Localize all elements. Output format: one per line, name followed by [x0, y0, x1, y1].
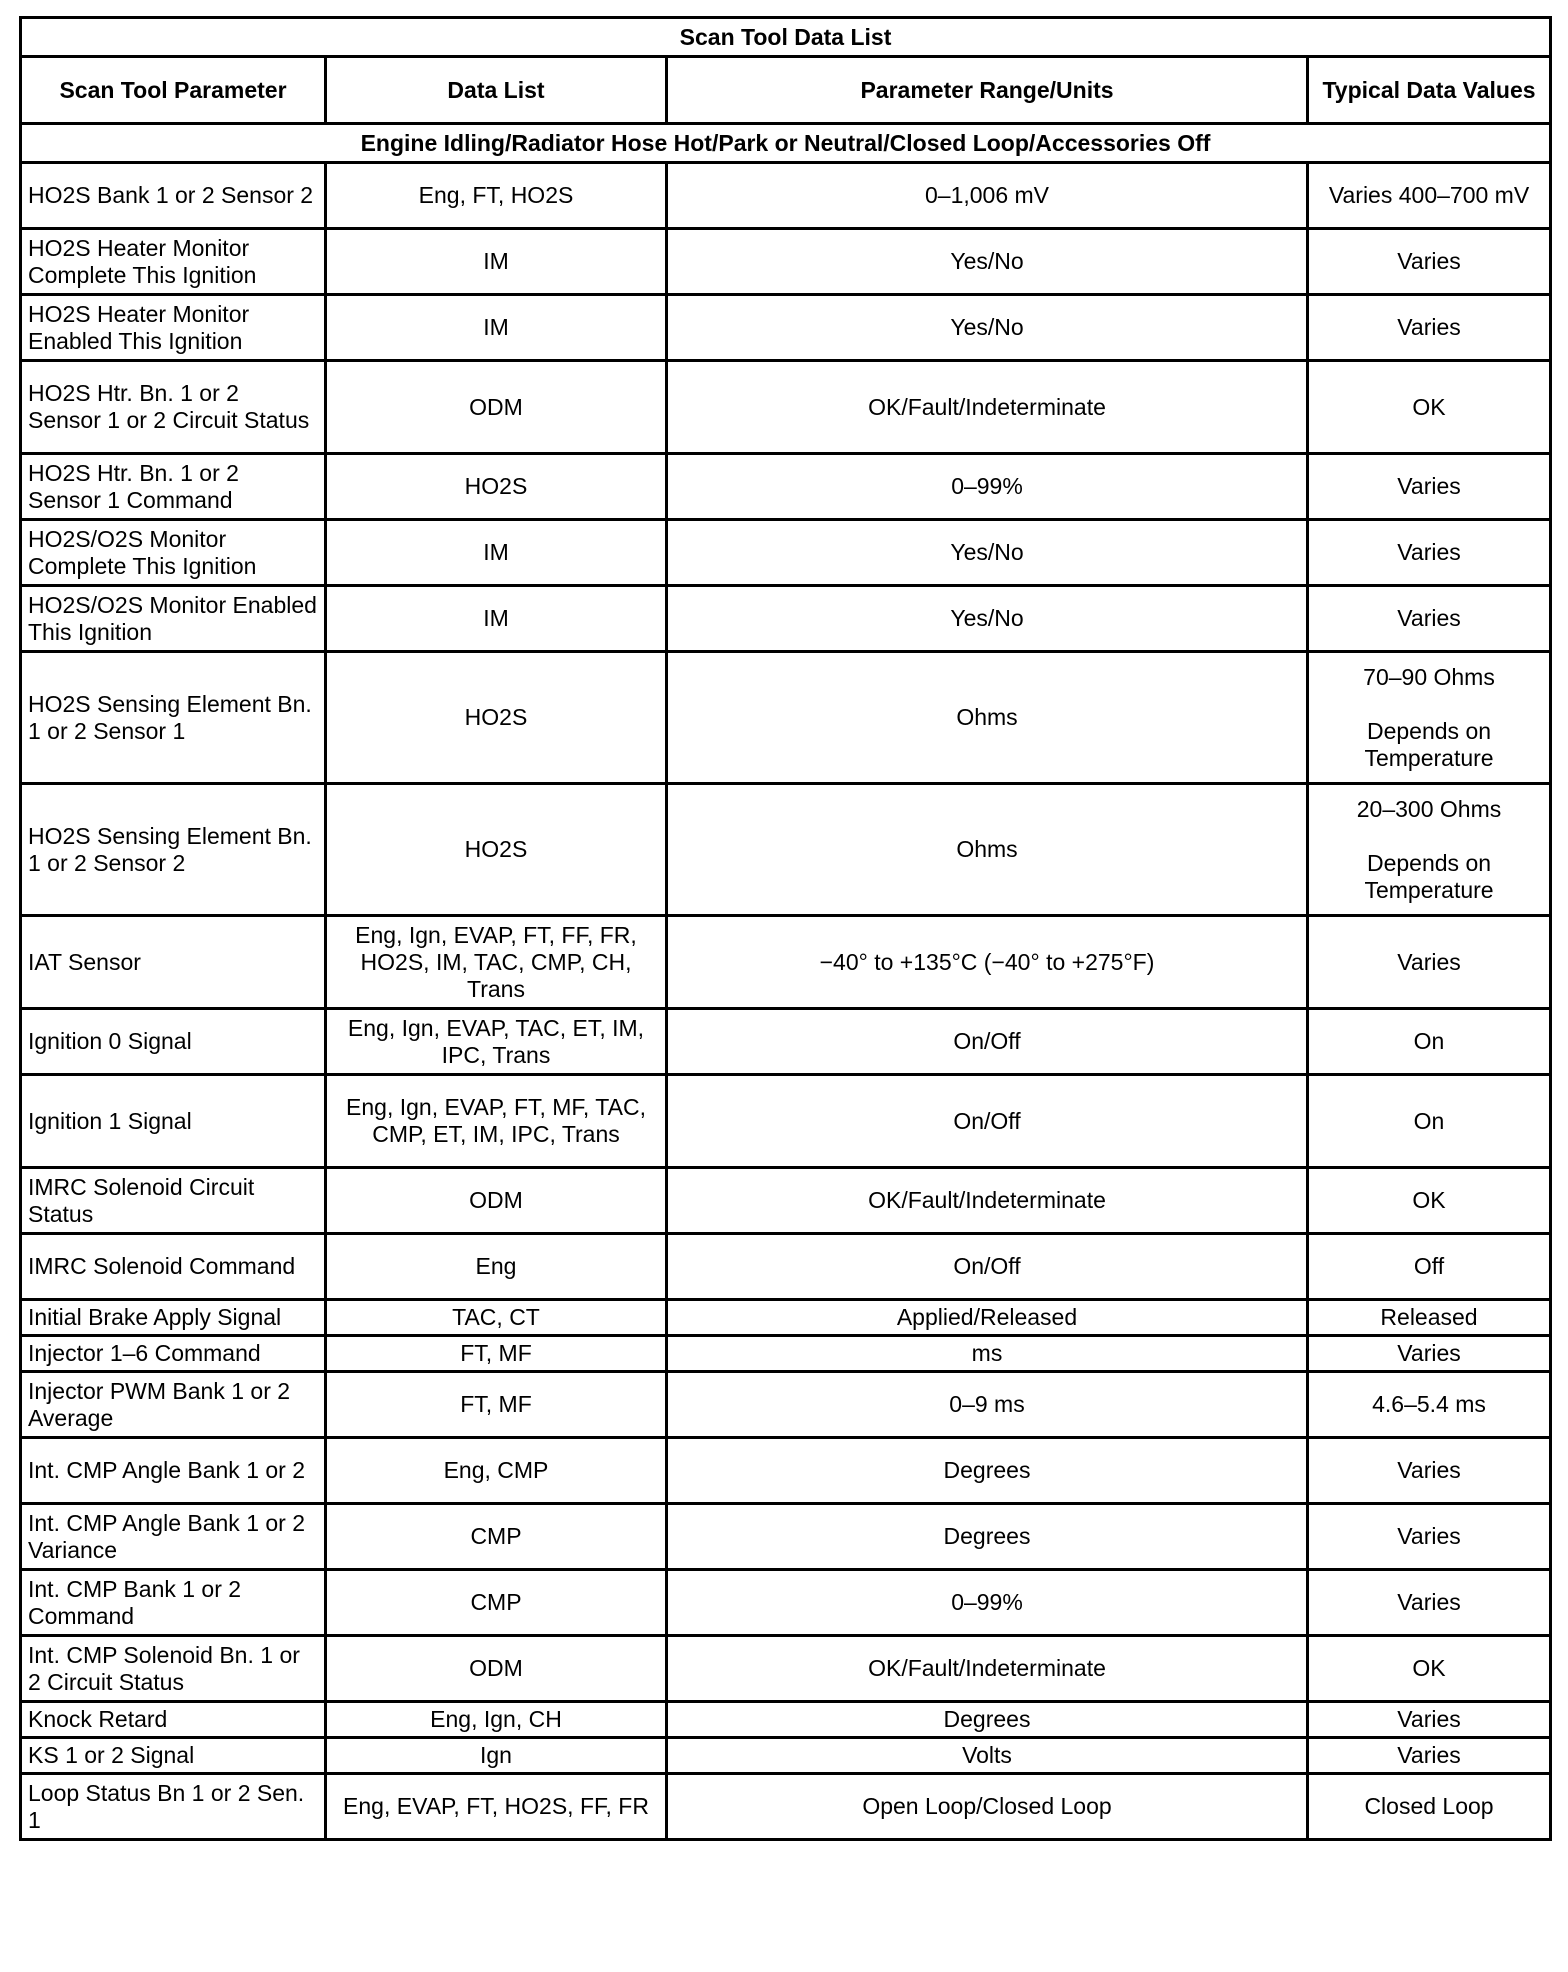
table-row — [21, 1636, 1551, 1702]
table-row — [21, 295, 1551, 361]
typical-value-text: 20–300 Ohms — [1356, 795, 1502, 822]
typical-value-text: OK — [1412, 1187, 1446, 1213]
table-row — [21, 229, 1551, 295]
range-units-cell: ms — [667, 1336, 1308, 1372]
data-list-cell: ODM — [326, 1636, 667, 1702]
range-units-cell: On/Off — [667, 1009, 1308, 1075]
typical-value-text: Varies — [1397, 1457, 1461, 1483]
table-body — [21, 163, 1551, 1840]
range-units-cell: Degrees — [667, 1504, 1308, 1570]
parameter-cell: HO2S Heater Monitor Complete This Ignition — [21, 229, 326, 295]
typical-value-text: Varies — [1397, 1706, 1461, 1732]
condition-row — [21, 124, 1551, 163]
table-row — [21, 1234, 1551, 1300]
table-row — [21, 1300, 1551, 1336]
typical-value-text: On — [1413, 1107, 1445, 1134]
parameter-cell: IAT Sensor — [21, 916, 326, 1009]
column-header-typical-values: Typical Data Values — [1308, 57, 1551, 124]
range-units-cell: 0–99% — [667, 454, 1308, 520]
range-units-cell: 0–1,006 mV — [667, 163, 1308, 229]
typical-value-text: OK — [1412, 393, 1446, 420]
typical-value-cell — [1308, 229, 1551, 295]
typical-value-cell — [1308, 163, 1551, 229]
parameter-cell: Int. CMP Angle Bank 1 or 2 Variance — [21, 1504, 326, 1570]
typical-value-text: Depends on Temperature — [1364, 849, 1494, 903]
range-units-cell: Ohms — [667, 652, 1308, 784]
typical-value-cell — [1308, 586, 1551, 652]
parameter-cell: Loop Status Bn 1 or 2 Sen. 1 — [21, 1774, 326, 1840]
typical-value-text: Varies — [1397, 948, 1461, 975]
range-units-cell: On/Off — [667, 1234, 1308, 1300]
range-units-cell: Volts — [667, 1738, 1308, 1774]
range-units-cell: Yes/No — [667, 295, 1308, 361]
parameter-cell: KS 1 or 2 Signal — [21, 1738, 326, 1774]
typical-value-cell — [1308, 1372, 1551, 1438]
range-units-cell: Applied/Released — [667, 1300, 1308, 1336]
typical-value-text: Off — [1413, 1253, 1445, 1279]
line-gap — [1315, 823, 1543, 850]
data-list-cell: IM — [326, 520, 667, 586]
parameter-cell: HO2S Sensing Element Bn. 1 or 2 Sensor 2 — [21, 784, 326, 916]
typical-value-cell — [1308, 1234, 1551, 1300]
typical-value-text: OK — [1412, 1655, 1446, 1681]
parameter-cell: Int. CMP Angle Bank 1 or 2 — [21, 1438, 326, 1504]
table-row — [21, 1075, 1551, 1168]
table-row — [21, 1702, 1551, 1738]
range-units-cell: −40° to +135°C (−40° to +275°F) — [667, 916, 1308, 1009]
parameter-cell: Initial Brake Apply Signal — [21, 1300, 326, 1336]
data-list-cell: Eng, CMP — [326, 1438, 667, 1504]
column-header-parameter: Scan Tool Parameter — [21, 57, 326, 124]
range-units-cell: Degrees — [667, 1438, 1308, 1504]
typical-value-text: Varies — [1397, 248, 1461, 274]
data-list-cell: FT, MF — [326, 1372, 667, 1438]
typical-value-text: Varies — [1397, 1742, 1461, 1768]
typical-value-cell — [1308, 1636, 1551, 1702]
data-list-cell: Eng — [326, 1234, 667, 1300]
data-list-cell: ODM — [326, 1168, 667, 1234]
typical-value-cell — [1308, 1336, 1551, 1372]
typical-value-cell — [1308, 916, 1551, 1009]
typical-value-cell — [1308, 1570, 1551, 1636]
table-row — [21, 454, 1551, 520]
typical-value-cell — [1308, 1774, 1551, 1840]
header-row — [21, 57, 1551, 124]
parameter-cell: HO2S Htr. Bn. 1 or 2 Sensor 1 or 2 Circuit Status — [21, 361, 326, 454]
data-list-cell: Eng, Ign, EVAP, FT, MF, TAC, CMP, ET, IM, IPC, Trans — [326, 1075, 667, 1168]
data-list-cell: IM — [326, 229, 667, 295]
typical-value-cell — [1308, 1168, 1551, 1234]
parameter-cell: Int. CMP Solenoid Bn. 1 or 2 Circuit Status — [21, 1636, 326, 1702]
typical-value-text: Varies — [1397, 1589, 1461, 1615]
parameter-cell: HO2S Bank 1 or 2 Sensor 2 — [21, 163, 326, 229]
data-list-cell: HO2S — [326, 784, 667, 916]
table-row — [21, 1504, 1551, 1570]
range-units-cell: OK/Fault/Indeterminate — [667, 361, 1308, 454]
parameter-cell: IMRC Solenoid Command — [21, 1234, 326, 1300]
range-units-cell: Yes/No — [667, 586, 1308, 652]
table-row — [21, 1438, 1551, 1504]
column-header-range-units: Parameter Range/Units — [667, 57, 1308, 124]
data-list-cell: IM — [326, 586, 667, 652]
parameter-cell: HO2S Heater Monitor Enabled This Ignition — [21, 295, 326, 361]
typical-value-cell — [1308, 652, 1551, 784]
table-row — [21, 1570, 1551, 1636]
table-row — [21, 586, 1551, 652]
data-list-cell: Eng, Ign, CH — [326, 1702, 667, 1738]
parameter-cell: Ignition 1 Signal — [21, 1075, 326, 1168]
data-list-cell: Eng, Ign, EVAP, TAC, ET, IM, IPC, Trans — [326, 1009, 667, 1075]
range-units-cell: Yes/No — [667, 229, 1308, 295]
data-list-cell: FT, MF — [326, 1336, 667, 1372]
range-units-cell: OK/Fault/Indeterminate — [667, 1636, 1308, 1702]
table-row — [21, 1774, 1551, 1840]
typical-value-text: Varies — [1397, 1340, 1461, 1366]
data-list-cell: HO2S — [326, 652, 667, 784]
table-row — [21, 1168, 1551, 1234]
range-units-cell: 0–99% — [667, 1570, 1308, 1636]
parameter-cell: HO2S/O2S Monitor Complete This Ignition — [21, 520, 326, 586]
table-row — [21, 1009, 1551, 1075]
table-row — [21, 916, 1551, 1009]
typical-value-cell — [1308, 1504, 1551, 1570]
typical-value-text: Depends on Temperature — [1364, 717, 1494, 771]
typical-value-cell — [1308, 520, 1551, 586]
typical-value-text: Closed Loop — [1364, 1793, 1494, 1819]
data-list-cell: CMP — [326, 1504, 667, 1570]
parameter-cell: Injector PWM Bank 1 or 2 Average — [21, 1372, 326, 1438]
parameter-cell: Knock Retard — [21, 1702, 326, 1738]
parameter-cell: Injector 1–6 Command — [21, 1336, 326, 1372]
typical-value-text: 4.6–5.4 ms — [1372, 1391, 1486, 1417]
typical-value-text: Varies — [1397, 473, 1461, 499]
typical-value-cell — [1308, 295, 1551, 361]
data-list-cell: IM — [326, 295, 667, 361]
data-list-cell: CMP — [326, 1570, 667, 1636]
table-row — [21, 784, 1551, 916]
range-units-cell: Open Loop/Closed Loop — [667, 1774, 1308, 1840]
table-row — [21, 163, 1551, 229]
data-list-cell: Eng, EVAP, FT, HO2S, FF, FR — [326, 1774, 667, 1840]
typical-value-text: Varies — [1397, 1523, 1461, 1549]
table-row — [21, 1372, 1551, 1438]
table-row — [21, 652, 1551, 784]
range-units-cell: Degrees — [667, 1702, 1308, 1738]
table-row — [21, 361, 1551, 454]
parameter-cell: HO2S Htr. Bn. 1 or 2 Sensor 1 Command — [21, 454, 326, 520]
typical-value-text: Varies 400–700 mV — [1328, 182, 1530, 208]
typical-value-cell — [1308, 1702, 1551, 1738]
typical-value-cell — [1308, 1300, 1551, 1336]
table-row — [21, 1738, 1551, 1774]
data-list-cell: Eng, FT, HO2S — [326, 163, 667, 229]
operating-condition: Engine Idling/Radiator Hose Hot/Park or Neutral/Closed Loop/Accessories Off — [21, 124, 1551, 163]
range-units-cell: OK/Fault/Indeterminate — [667, 1168, 1308, 1234]
table-title: Scan Tool Data List — [21, 18, 1551, 57]
parameter-cell: HO2S/O2S Monitor Enabled This Ignition — [21, 586, 326, 652]
typical-value-text: Varies — [1397, 605, 1461, 631]
parameter-cell: Ignition 0 Signal — [21, 1009, 326, 1075]
typical-value-cell — [1308, 454, 1551, 520]
line-gap — [1315, 691, 1543, 718]
typical-value-text: Released — [1380, 1304, 1478, 1330]
typical-value-text: Varies — [1397, 314, 1461, 340]
table-row — [21, 520, 1551, 586]
data-list-cell: Ign — [326, 1738, 667, 1774]
parameter-cell: IMRC Solenoid Circuit Status — [21, 1168, 326, 1234]
typical-value-cell — [1308, 1438, 1551, 1504]
typical-value-text: On — [1413, 1028, 1445, 1054]
typical-value-text: 70–90 Ohms — [1363, 663, 1495, 690]
typical-value-text: Varies — [1397, 539, 1461, 565]
data-list-cell: ODM — [326, 361, 667, 454]
title-row — [21, 18, 1551, 57]
column-header-data-list: Data List — [326, 57, 667, 124]
typical-value-cell — [1308, 1075, 1551, 1168]
range-units-cell: Ohms — [667, 784, 1308, 916]
data-list-cell: TAC, CT — [326, 1300, 667, 1336]
typical-value-cell — [1308, 1738, 1551, 1774]
scan-tool-data-table — [19, 16, 1552, 1841]
table-row — [21, 1336, 1551, 1372]
range-units-cell: 0–9 ms — [667, 1372, 1308, 1438]
parameter-cell: HO2S Sensing Element Bn. 1 or 2 Sensor 1 — [21, 652, 326, 784]
typical-value-cell — [1308, 784, 1551, 916]
range-units-cell: On/Off — [667, 1075, 1308, 1168]
data-list-cell: Eng, Ign, EVAP, FT, FF, FR, HO2S, IM, TAC, CMP, CH, Trans — [326, 916, 667, 1009]
typical-value-cell — [1308, 1009, 1551, 1075]
data-list-cell: HO2S — [326, 454, 667, 520]
parameter-cell: Int. CMP Bank 1 or 2 Command — [21, 1570, 326, 1636]
typical-value-cell — [1308, 361, 1551, 454]
range-units-cell: Yes/No — [667, 520, 1308, 586]
